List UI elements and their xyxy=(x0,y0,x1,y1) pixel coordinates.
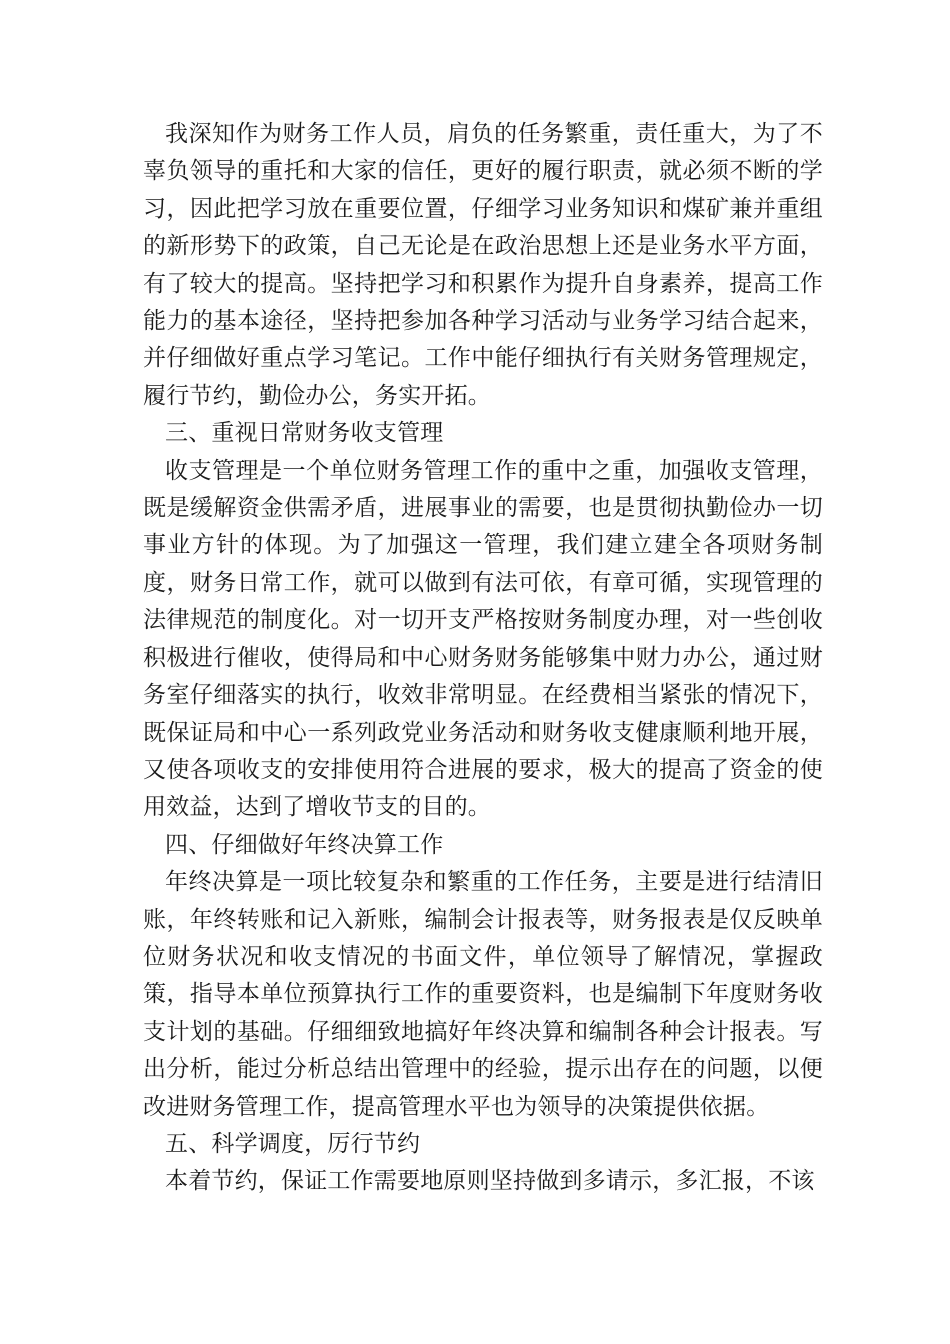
section-heading-3: 三、重视日常财务收支管理 xyxy=(165,420,444,447)
paragraph-year-end: 年终决算是一项比较复杂和繁重的工作任务，主要是进行结清旧账，年终转账和记入新账，编制会计报表等，财务报表是仅反映单位财务状况和收支情况的书面文件，单位领导了解情况，掌握政策，指导本单位预算执行工作的重要资料，也是编制下年度财务收支计划的基础。仔细细致地搞好年终决算和编制各种会计报表。写出分析，能过分析总结出管理中的经验，提示出存在的问题，以便改进财务管理工作，提高管理水平也为领导的决策提供依据。 xyxy=(143,869,823,1120)
section-heading-4: 四、仔细做好年终决算工作 xyxy=(165,831,444,858)
section-heading-5: 五、科学调度，厉行节约 xyxy=(165,1130,421,1157)
document-body xyxy=(143,116,823,1201)
paragraph-revenue-expense: 收支管理是一个单位财务管理工作的重中之重，加强收支管理，既是缓解资金供需矛盾，进展事业的需要，也是贯彻执勤俭办一切事业方针的体现。为了加强这一管理，我们建立建全各项财务制度，财务日常工作，就可以做到有法可依，有章可循，实现管理的法律规范的制度化。对一切开支严格按财务制度办理，对一些创收积极进行催收，使得局和中心财务财务能够集中财力办公，通过财务室仔细落实的执行，收效非常明显。在经费相当紧张的情况下，既保证局和中心一系列政党业务活动和财务收支健康顺利地开展，又使各项收支的安排使用符合进展的要求，极大的提高了资金的使用效益，达到了增收节支的目的。 xyxy=(143,457,823,821)
paragraph-study: 我深知作为财务工作人员，肩负的任务繁重，责任重大，为了不辜负领导的重托和大家的信任，更好的履行职责，就必须不断的学习，因此把学习放在重要位置，仔细学习业务知识和煤矿兼并重组的新形势下的政策，自己无论是在政治思想上还是业务水平方面，有了较大的提高。坚持把学习和积累作为提升自身素养，提高工作能力的基本途径，坚持把参加各种学习活动与业务学习结合起来，并仔细做好重点学习笔记。工作中能仔细执行有关财务管理规定，履行节约，勤俭办公，务实开拓。 xyxy=(143,121,823,409)
paragraph-saving: 本着节约，保证工作需要地原则坚持做到多请示，多汇报，不该 xyxy=(165,1168,815,1195)
